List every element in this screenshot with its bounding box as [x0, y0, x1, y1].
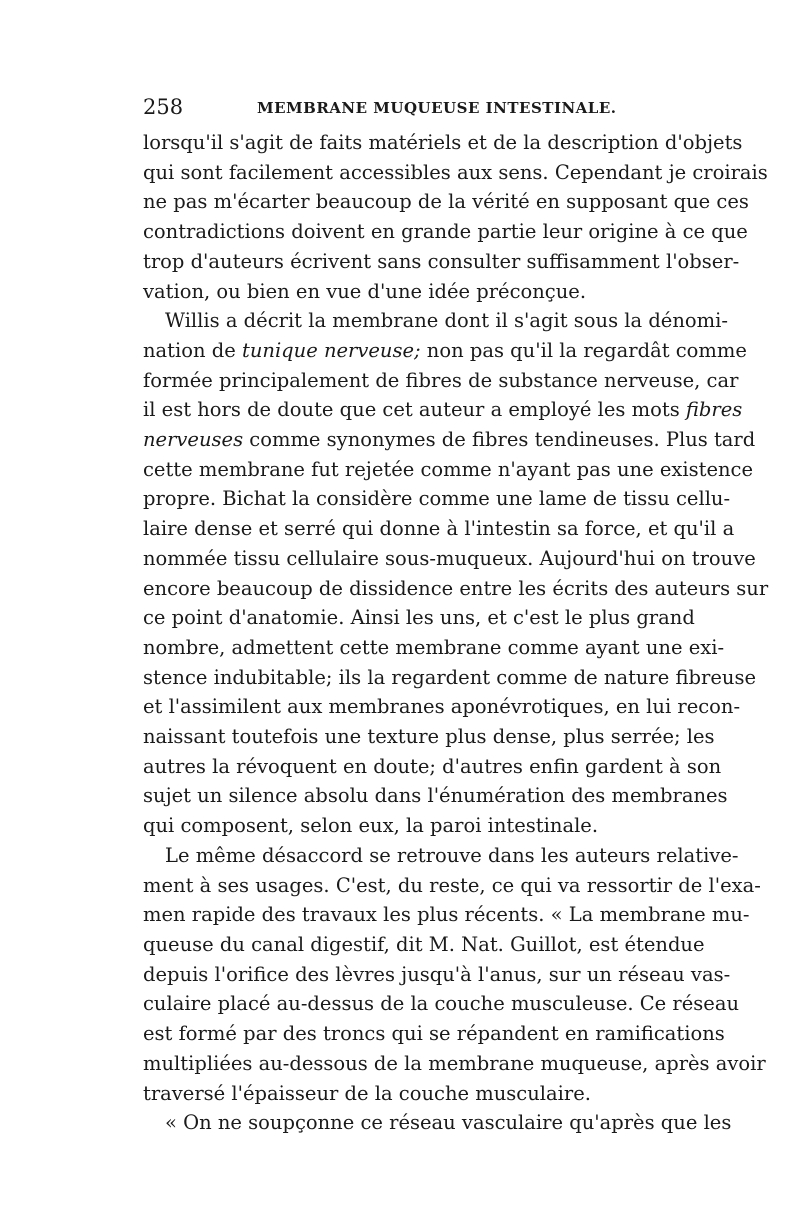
text-segment: non pas qu'il la regardât comme [420, 338, 747, 362]
text-line: Willis a décrit la membrane dont il s'agit sous la dénomi- [165, 309, 728, 333]
text-segment: comme synonymes de fibres tendineuses. Plus tard [243, 428, 756, 452]
text-line: sujet un silence absolu dans l'énumération des membranes [143, 784, 728, 808]
text-segment: il est hors de doute que cet auteur a employé les mots [143, 398, 686, 422]
text-line: naissant toutefois une texture plus dense, plus serrée; les [143, 725, 715, 749]
text-line: Le même désaccord se retrouve dans les auteurs relative- [165, 843, 739, 867]
text-line: autres la révoquent en doute; d'autres enfin gardent à son [143, 754, 722, 778]
text-line: lorsqu'il s'agit de faits matériels et de la description d'objets [143, 131, 743, 154]
text-line: est formé par des troncs qui se répandent en ramifications [143, 1022, 725, 1046]
text-line: qui sont facilement accessibles aux sens. Cependant je croirais [143, 160, 768, 184]
text-line: stence indubitable; ils la regardent comme de nature fibreuse [143, 665, 756, 689]
text-line: laire dense et serré qui donne à l'intestin sa force, et qu'il a [143, 517, 735, 541]
text-line [143, 425, 756, 455]
running-head [143, 92, 670, 122]
text-line: traversé l'épaisseur de la couche musculaire. [143, 1081, 591, 1105]
text-line: propre. Bichat la considère comme une lame de tissu cellu- [143, 487, 731, 511]
text-line: queuse du canal digestif, dit M. Nat. Guillot, est étendue [143, 932, 705, 956]
text-line: formée principalement de fibres de substance nerveuse, car [143, 368, 739, 392]
text-line: multipliées au-dessous de la membrane muqueuse, après avoir [143, 1051, 766, 1075]
page-number: 258 [143, 95, 184, 119]
italic-segment: tunique nerveuse; [241, 338, 421, 362]
text-line: ce point d'anatomie. Ainsi les uns, et c'est le plus grand [143, 606, 695, 630]
body-text [143, 128, 769, 1138]
text-line: encore beaucoup de dissidence entre les écrits des auteurs sur [143, 576, 769, 600]
text-line: ne pas m'écarter beaucoup de la vérité en supposant que ces [143, 190, 749, 214]
text-line: depuis l'orifice des lèvres jusqu'à l'anus, sur un réseau vas- [143, 962, 731, 986]
text-line: nombre, admettent cette membrane comme ayant une exi- [143, 635, 725, 659]
running-title: MEMBRANE MUQUEUSE INTESTINALE. [257, 99, 617, 117]
text-line: qui composent, selon eux, la paroi intestinale. [143, 814, 599, 838]
text-line: et l'assimilent aux membranes aponévrotiques, en lui recon- [143, 695, 741, 719]
italic-segment: fibres [685, 398, 743, 422]
text-line: nommée tissu cellulaire sous-muqueux. Aujourd'hui on trouve [143, 546, 756, 570]
book-page [143, 92, 769, 1138]
text-line [143, 395, 743, 425]
text-line [143, 336, 747, 366]
text-line: cette membrane fut rejetée comme n'ayant pas une existence [143, 457, 754, 481]
text-line: « On ne soupçonne ce réseau vasculaire qu'après que les [165, 1111, 732, 1135]
text-line: trop d'auteurs écrivent sans consulter suffisamment l'obser- [143, 249, 740, 273]
italic-segment: nerveuses [143, 428, 244, 452]
text-line: men rapide des travaux les plus récents. « La membrane mu- [143, 903, 750, 927]
text-line: vation, ou bien en vue d'une idée préconçue. [143, 279, 587, 303]
text-segment: nation de [143, 338, 242, 362]
text-line: ment à ses usages. C'est, du reste, ce qui va ressortir de l'exa- [143, 873, 761, 897]
text-line: contradictions doivent en grande partie leur origine à ce que [143, 220, 748, 244]
text-line: culaire placé au-dessus de la couche musculeuse. Ce réseau [143, 992, 740, 1016]
